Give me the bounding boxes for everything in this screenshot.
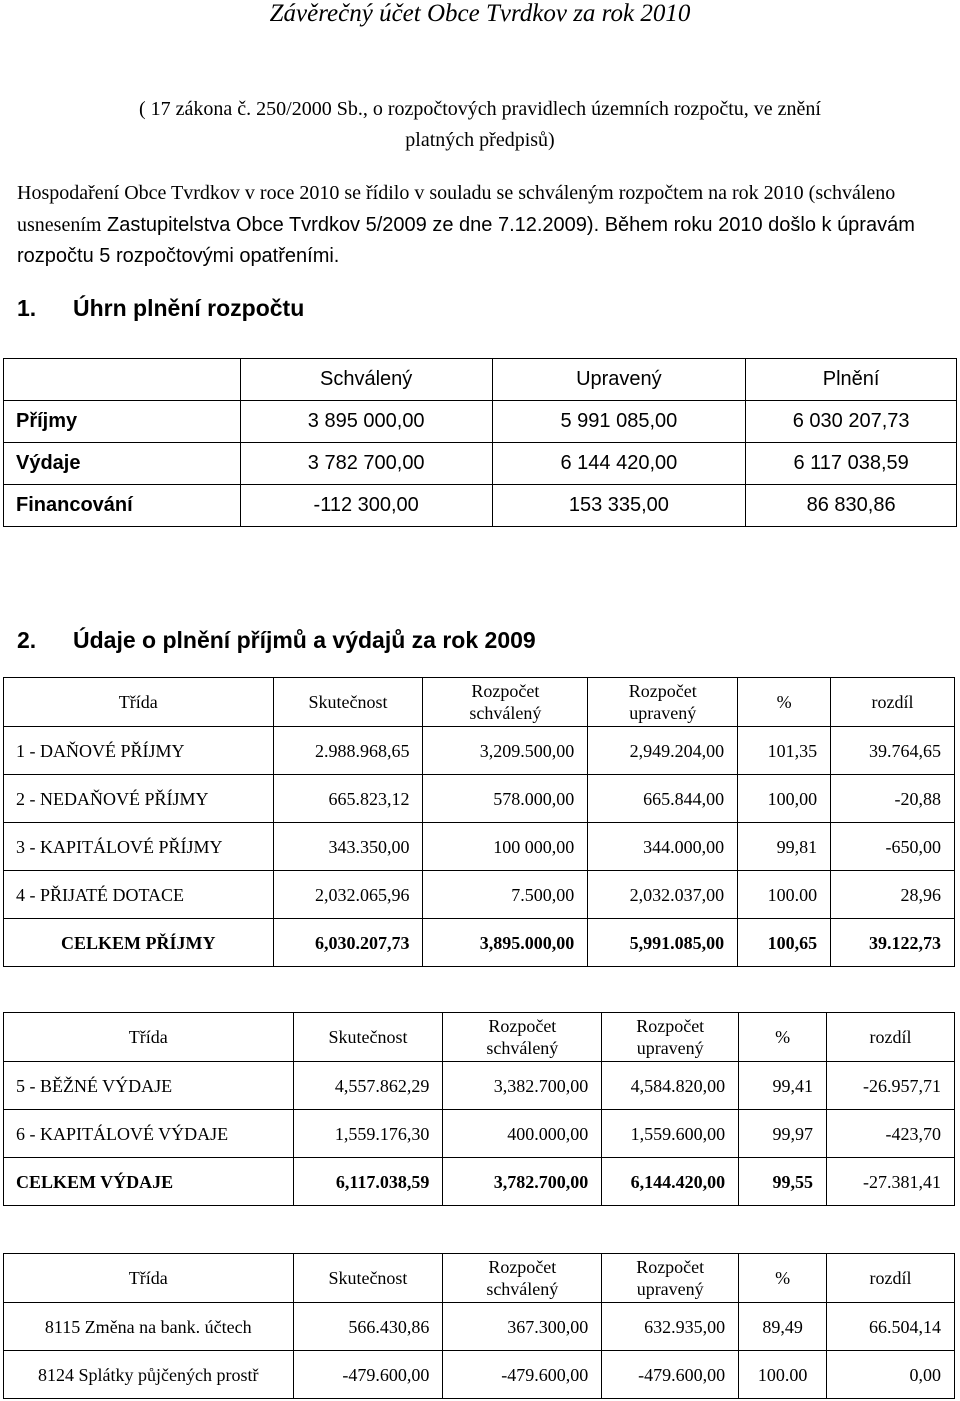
total-row	[4, 919, 955, 967]
header-rozdil: rozdíl	[827, 1254, 955, 1303]
table-cell: 99,97	[739, 1110, 827, 1158]
table-header-row	[4, 678, 955, 727]
table-cell: -112 300,00	[240, 485, 492, 527]
table-row	[4, 401, 957, 443]
table-cell: 2,032.065,96	[273, 871, 423, 919]
table-cell: 4,557.862,29	[293, 1062, 443, 1110]
table-cell: 566.430,86	[293, 1303, 443, 1351]
header-upraveny: Upravený	[492, 359, 746, 401]
table-cell: 6 030 207,73	[746, 401, 957, 443]
table-cell: 28,96	[831, 871, 955, 919]
table-header-row	[4, 1254, 955, 1303]
table-cell: 89,49	[739, 1303, 827, 1351]
table-cell: 7.500,00	[423, 871, 588, 919]
section1-title: Úhrn plnění rozpočtu	[73, 295, 305, 321]
header-trida: Třída	[4, 1254, 294, 1303]
law-reference-line1: ( 17 zákona č. 250/2000 Sb., o rozpočtových pravidlech územních rozpočtu, ve znění	[138, 98, 821, 120]
table-cell: 153 335,00	[492, 485, 746, 527]
table-cell: -479.600,00	[293, 1351, 443, 1399]
table-cell: 39.122,73	[831, 919, 955, 967]
header-skutecnost: Skutečnost	[293, 1013, 443, 1062]
section2-heading	[17, 625, 536, 655]
table-cell: -423,70	[827, 1110, 955, 1158]
table-row	[4, 871, 955, 919]
header-upraveny: Rozpočet upravený	[602, 1254, 739, 1303]
budget-summary-table	[3, 358, 957, 527]
table-cell: 6,117.038,59	[293, 1158, 443, 1206]
table-cell: 100.00	[739, 1351, 827, 1399]
header-pct: %	[739, 1254, 827, 1303]
row-label: 8115 Změna na bank. účtech	[4, 1303, 294, 1351]
document-title: Závěrečný účet Obce Tvrdkov za rok 2010	[269, 0, 691, 27]
table-cell: 665.844,00	[588, 775, 738, 823]
table-header-row	[4, 1013, 955, 1062]
row-label: 3 - KAPITÁLOVÉ PŘÍJMY	[4, 823, 274, 871]
table-cell: 3,782.700,00	[443, 1158, 602, 1206]
row-label: Příjmy	[4, 401, 241, 443]
table-cell: 3,382.700,00	[443, 1062, 602, 1110]
section1-heading	[17, 293, 304, 323]
table-cell: -27.381,41	[827, 1158, 955, 1206]
table-row	[4, 1110, 955, 1158]
table-cell: 6 144 420,00	[492, 443, 746, 485]
table-cell: 100,65	[738, 919, 831, 967]
section1-number: 1.	[17, 295, 37, 321]
header-rozdil: rozdíl	[827, 1013, 955, 1062]
intro-text-sans: Zastupitelstva Obce Tvrdkov 5/2009 ze dne 7.12.2009). Během roku 2010 došlo k úpravám rozpočtu 5 rozpočtovými opatřeními.	[17, 213, 915, 267]
header-schvaleny: Rozpočet schválený	[443, 1013, 602, 1062]
table-cell: 100,00	[738, 775, 831, 823]
table-cell: 101,35	[738, 727, 831, 775]
header-upraveny: Rozpočet upravený	[588, 678, 738, 727]
total-row	[4, 1158, 955, 1206]
table-cell: 3,895.000,00	[423, 919, 588, 967]
table-row	[4, 1351, 955, 1399]
table-cell: 99,81	[738, 823, 831, 871]
law-reference-line2: platných předpisů)	[405, 129, 555, 151]
intro-text-serif: Hospodaření Obce Tvrdkov v roce 2010 se řídilo v souladu se schváleným rozpočtem na rok 2010 (schváleno usnesením	[17, 182, 896, 236]
table-cell: 367.300,00	[443, 1303, 602, 1351]
row-label: 4 - PŘIJATÉ DOTACE	[4, 871, 274, 919]
table-cell: 99,55	[739, 1158, 827, 1206]
table-cell: -20,88	[831, 775, 955, 823]
table-cell: 66.504,14	[827, 1303, 955, 1351]
table-cell: 632.935,00	[602, 1303, 739, 1351]
table-cell: -479.600,00	[443, 1351, 602, 1399]
intro-paragraph	[17, 178, 947, 273]
row-label: 1 - DAŇOVÉ PŘÍJMY	[4, 727, 274, 775]
section2-number: 2.	[17, 627, 37, 653]
table-row	[4, 1303, 955, 1351]
table-cell: 3 782 700,00	[240, 443, 492, 485]
table-cell: 6 117 038,59	[746, 443, 957, 485]
table-cell: 6,030.207,73	[273, 919, 423, 967]
table-row	[4, 823, 955, 871]
table-cell: -479.600,00	[602, 1351, 739, 1399]
header-schvaleny: Schválený	[240, 359, 492, 401]
table-cell: -650,00	[831, 823, 955, 871]
financing-table	[3, 1253, 955, 1399]
table-cell: 2.988.968,65	[273, 727, 423, 775]
table-cell: 3,209.500,00	[423, 727, 588, 775]
table-cell: 100.00	[738, 871, 831, 919]
law-reference	[0, 94, 960, 156]
table-cell: 5,991.085,00	[588, 919, 738, 967]
table-cell: 5 991 085,00	[492, 401, 746, 443]
header-skutecnost: Skutečnost	[273, 678, 423, 727]
table-cell: 2,949.204,00	[588, 727, 738, 775]
section2-title: Údaje o plnění příjmů a výdajů za rok 2009	[73, 627, 536, 653]
table-cell: 4,584.820,00	[602, 1062, 739, 1110]
table-cell: -26.957,71	[827, 1062, 955, 1110]
row-label: 5 - BĚŽNÉ VÝDAJE	[4, 1062, 294, 1110]
header-cell	[4, 359, 241, 401]
expenses-table	[3, 1012, 955, 1206]
table-cell: 665.823,12	[273, 775, 423, 823]
table-row	[4, 485, 957, 527]
table-cell: 99,41	[739, 1062, 827, 1110]
income-table	[3, 677, 955, 967]
header-schvaleny: Rozpočet schválený	[423, 678, 588, 727]
table-cell: 6,144.420,00	[602, 1158, 739, 1206]
row-label: 6 - KAPITÁLOVÉ VÝDAJE	[4, 1110, 294, 1158]
table-cell: 3 895 000,00	[240, 401, 492, 443]
header-trida: Třída	[4, 678, 274, 727]
total-label: CELKEM VÝDAJE	[4, 1158, 294, 1206]
table-row	[4, 1062, 955, 1110]
table-cell: 100 000,00	[423, 823, 588, 871]
table-cell: 1,559.176,30	[293, 1110, 443, 1158]
table-cell: 400.000,00	[443, 1110, 602, 1158]
row-label: 8124 Splátky půjčených prostř	[4, 1351, 294, 1399]
header-pct: %	[739, 1013, 827, 1062]
table-cell: 343.350,00	[273, 823, 423, 871]
table-cell: 86 830,86	[746, 485, 957, 527]
total-label: CELKEM PŘÍJMY	[4, 919, 274, 967]
table-row	[4, 443, 957, 485]
table-header-row	[4, 359, 957, 401]
row-label: Výdaje	[4, 443, 241, 485]
table-cell: 2,032.037,00	[588, 871, 738, 919]
table-row	[4, 727, 955, 775]
header-upraveny: Rozpočet upravený	[602, 1013, 739, 1062]
row-label: Financování	[4, 485, 241, 527]
header-schvaleny: Rozpočet schválený	[443, 1254, 602, 1303]
table-cell: 1,559.600,00	[602, 1110, 739, 1158]
header-rozdil: rozdíl	[831, 678, 955, 727]
table-row	[4, 775, 955, 823]
header-plneni: Plnění	[746, 359, 957, 401]
table-cell: 0,00	[827, 1351, 955, 1399]
header-pct: %	[738, 678, 831, 727]
table-cell: 39.764,65	[831, 727, 955, 775]
header-trida: Třída	[4, 1013, 294, 1062]
table-cell: 344.000,00	[588, 823, 738, 871]
table-cell: 578.000,00	[423, 775, 588, 823]
row-label: 2 - NEDAŇOVÉ PŘÍJMY	[4, 775, 274, 823]
header-skutecnost: Skutečnost	[293, 1254, 443, 1303]
